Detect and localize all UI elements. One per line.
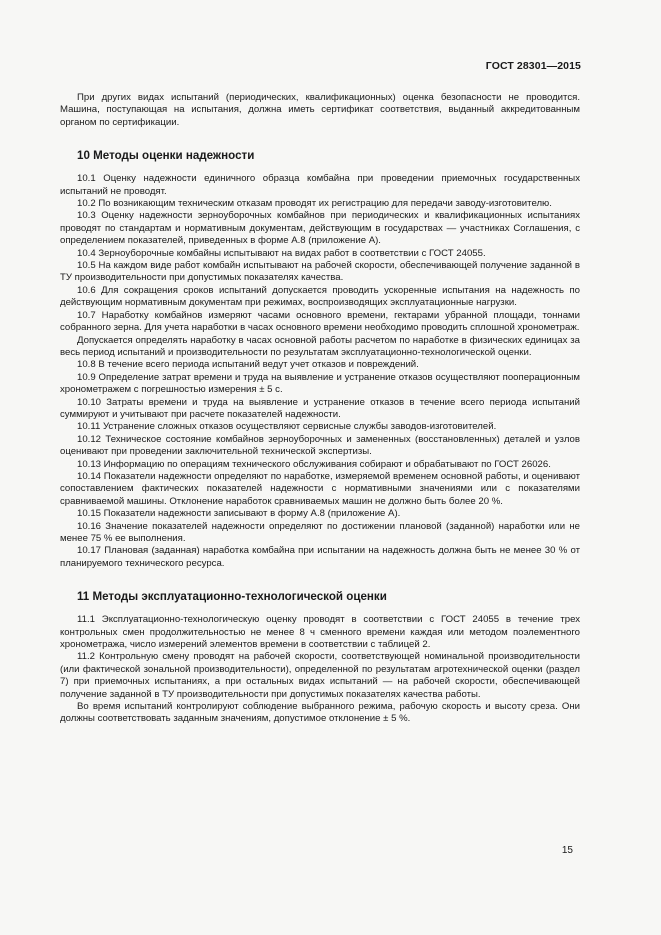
paragraph-10-8: 10.8 В течение всего периода испытаний ведут учет отказов и повреждений. (77, 359, 419, 371)
paragraph-10-5: 10.5 На каждом виде работ комбайн испытывают на рабочей скорости, обеспечивающей получение заданной в ТУ производительности при допустимых показателях качества. (60, 260, 580, 284)
paragraph-10-4: 10.4 Зерноуборочные комбайны испытывают на видах работ в соответствии с ГОСТ 24055. (77, 247, 486, 259)
paragraph-10-9: 10.9 Определение затрат времени и труда на выявление и устранение отказов осуществляют пооперационным хронометражем с погрешностью измерения ± 5 с. (60, 371, 580, 396)
paragraph-10-1: 10.1 Оценку надежности единичного образца комбайна при проведении приемочных государственных испытаний не проводят. (60, 173, 580, 197)
paragraph-10-17: 10.17 Плановая (заданная) наработка комбайна при испытании на надежность должна быть не менее 30 % от планируемого технического ресурса. (60, 545, 580, 569)
paragraph-10-10: 10.10 Затраты времени и труда на выявление и устранение отказов в течение всего периода испытаний суммируют и учитывают при расчете показателей надежности. (60, 396, 580, 420)
document-id: ГОСТ 28301—2015 (485, 60, 581, 72)
paragraph-11-1: 11.1 Эксплуатационно-технологическую оценку проводят в соответствии с ГОСТ 24055 в течение трех контрольных смен продолжительностью не менее 8 ч сменного времени каждая или методом поэлементного хронометража, число измерений элементов времени в соответствии с таблицей 2. (60, 614, 580, 651)
paragraph-10-13: 10.13 Информацию по операциям технического обслуживания собирают и обрабатывают по ГОСТ 26026. (77, 458, 551, 470)
paragraph-10-7: 10.7 Наработку комбайнов измеряют часами основного времени, гектарами убранной площади, тоннами собранного зерна. Для учета наработки в часах основного времени необходимо проводить сплошной хронометраж. (60, 309, 580, 334)
paragraph-10-3: 10.3 Оценку надежности зерноуборочных комбайнов при периодических и квалификационных испытаниях проводят по стандартам и нормативным документам, действующим в государствах — участниках Соглашения, с определением показателей, приведенных в форме А.8 (приложение А). (60, 210, 580, 247)
paragraph-10-6: 10.6 Для сокращения сроков испытаний допускается проводить ускоренные испытания на надежность по действующим нормативным документам при режимах, воспроизводящих эксплуатационные нагрузки. (60, 284, 580, 309)
paragraph-11-2-note: Во время испытаний контролируют соблюдение выбранного режима, рабочую скорость и высоту среза. Они должны соответствовать заданным значениям, допустимое отклонение ± 5 %. (60, 701, 580, 725)
paragraph-10-15: 10.15 Показатели надежности записывают в форму А.8 (приложение А). (77, 508, 401, 520)
paragraph-10-2: 10.2 По возникающим техническим отказам проводят их регистрацию для передачи заводу-изготовителю. (77, 198, 552, 210)
intro-paragraph: При других видах испытаний (периодических, квалификационных) оценка безопасности не проводится. Машина, поступающая на испытания, должна иметь сертификат соответствия, выданный аккредитованным органом по сертификации. (60, 92, 580, 128)
page-number: 15 (561, 845, 573, 856)
paragraph-10-16: 10.16 Значение показателей надежности определяют по достижении плановой (заданной) наработки или не менее 75 % ее выполнения. (60, 520, 580, 544)
section-11-title: 11 Методы эксплуатационно-технологической оценки (77, 590, 387, 604)
paragraph-11-2: 11.2 Контрольную смену проводят на рабочей скорости, соответствующей номинальной производительности (или фактической зональной производительности), определенной по результатам агротехнической оценки (раздел 7) при приемочных испытаниях, а при остальных видах испытаний — на рабочей скорости, обеспечивающей получение заданной в ТУ производительности при допустимых показателях качества работы. (60, 651, 580, 700)
page-body (60, 92, 580, 726)
paragraph-10-14: 10.14 Показатели надежности определяют по наработке, измеряемой временем основной работы, и оценивают сопоставлением фактических показателей надежности с нормативными значениями или с показателями сравниваемой машины. Отклонение наработок сравниваемых машин не должно быть более 20 %. (60, 470, 580, 507)
paragraph-10-7-note: Допускается определять наработку в часах основной работы расчетом по наработке в физических единицах за весь период испытаний и производительности по результатам эксплуатационно-технологической оценки. (60, 334, 580, 358)
paragraph-10-12: 10.12 Техническое состояние комбайнов зерноуборочных и замененных (восстановленных) деталей и узлов оценивают при проведении заключительной технической экспертизы. (60, 433, 580, 458)
paragraph-10-11: 10.11 Устранение сложных отказов осуществляют сервисные службы заводов-изготовителей. (77, 421, 497, 433)
section-10-title: 10 Методы оценки надежности (77, 149, 255, 163)
